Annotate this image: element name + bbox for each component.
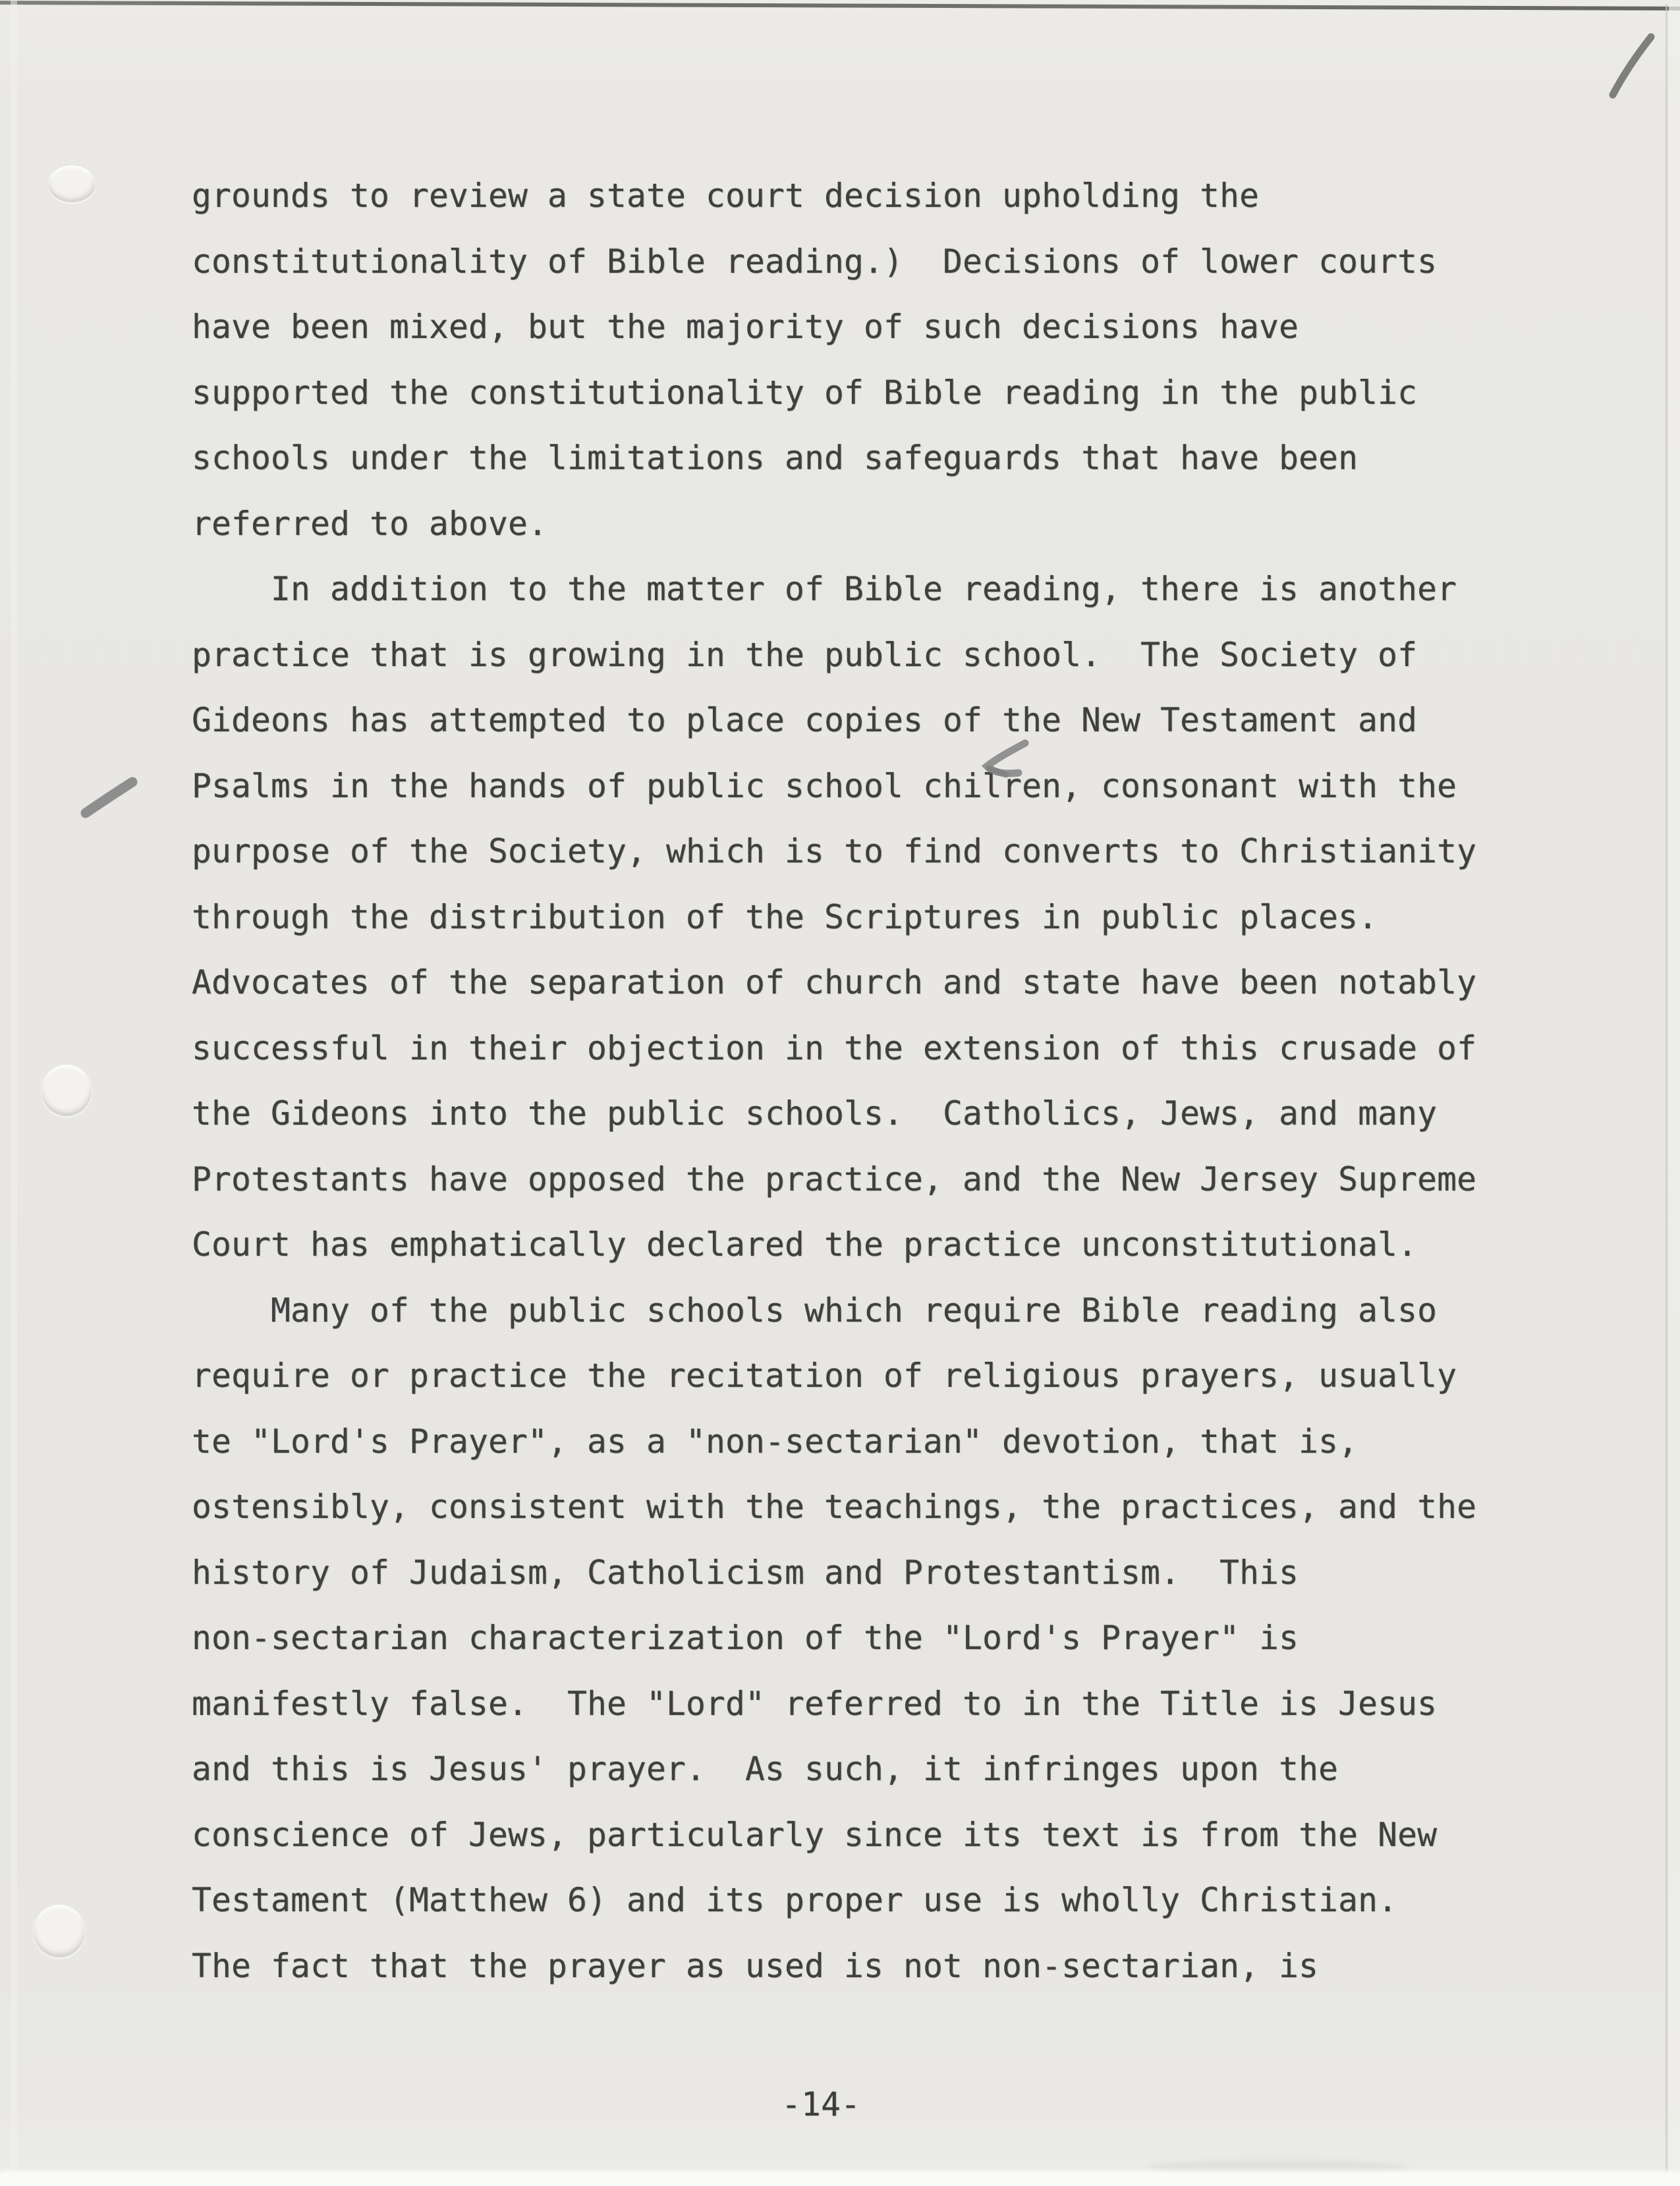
text-line: schools under the limitations and safeguards that have been — [192, 439, 1358, 477]
text-line: grounds to review a state court decision upholding the — [192, 177, 1260, 215]
text-line: Advocates of the separation of church and state have been notably — [192, 963, 1477, 1001]
text-line: through the distribution of the Scriptures in public places. — [192, 897, 1378, 936]
text-line: successful in their objection in the extension of this crusade of — [192, 1028, 1477, 1067]
text-line: referred to above. — [192, 504, 548, 543]
text-line: ostensibly, consistent with the teachings, the practices, and the — [192, 1488, 1477, 1526]
text-line: In addition to the matter of Bible reading, there is another — [192, 570, 1457, 608]
text-line: Testament (Matthew 6) and its proper use is wholly Christian. — [192, 1881, 1398, 1919]
scan-edge-top-line — [0, 1, 1680, 11]
text-line: The fact that the prayer as used is not non-sectarian, is — [192, 1946, 1319, 1985]
text-line: supported the constitutionality of Bible reading in the public — [192, 373, 1418, 412]
page-number: -14- — [781, 2085, 861, 2123]
typewritten-text-block — [192, 163, 1536, 1999]
text-line: Gideons has attempted to place copies of the New Testament and — [192, 701, 1418, 739]
text-line: the Gideons into the public schools. Catholics, Jews, and many — [192, 1094, 1438, 1133]
text-line: constitutionality of Bible reading.) Decisions of lower courts — [192, 242, 1438, 281]
text-line: conscience of Jews, particularly since its text is from the New — [192, 1815, 1438, 1854]
text-line: purpose of the Society, which is to find converts to Christianity — [192, 832, 1477, 870]
hole-punch-middle — [42, 1065, 92, 1116]
text-line: Court has emphatically declared the practice unconstitutional. — [192, 1225, 1418, 1264]
pencil-slash-mark-top-right-icon — [1613, 37, 1651, 95]
pencil-dash-left-margin-icon — [86, 782, 132, 813]
text-line: practice that is growing in the public school. The Society of — [192, 635, 1418, 674]
text-line: have been mixed, but the majority of such decisions have — [192, 308, 1299, 346]
text-line: non-sectarian characterization of the "Lord's Prayer" is — [192, 1619, 1299, 1657]
paper-right-edge-highlight — [1669, 4, 1680, 2182]
text-line: require or practice the recitation of religious prayers, usually — [192, 1357, 1457, 1395]
text-line: and this is Jesus' prayer. As such, it infringes upon the — [192, 1750, 1339, 1788]
hole-punch-top — [48, 165, 96, 202]
text-line: Protestants have opposed the practice, and the New Jersey Supreme — [192, 1160, 1477, 1198]
text-line: Many of the public schools which require Bible reading also — [192, 1291, 1438, 1330]
text-line: history of Judaism, Catholicism and Protestantism. This — [192, 1553, 1299, 1592]
scanner-bed-strip — [0, 2173, 1680, 2186]
paper-left-edge-highlight — [11, 0, 17, 2186]
text-line: manifestly false. The "Lord" referred to in the Title is Jesus — [192, 1684, 1438, 1723]
hole-punch-bottom — [34, 1905, 85, 1957]
paper-right-edge-shadow — [1666, 4, 1667, 2182]
text-line: Psalms in the hands of public school chilren, consonant with the — [192, 766, 1457, 805]
text-line: te "Lord's Prayer", as a "non-sectarian" devotion, that is, — [192, 1422, 1358, 1461]
